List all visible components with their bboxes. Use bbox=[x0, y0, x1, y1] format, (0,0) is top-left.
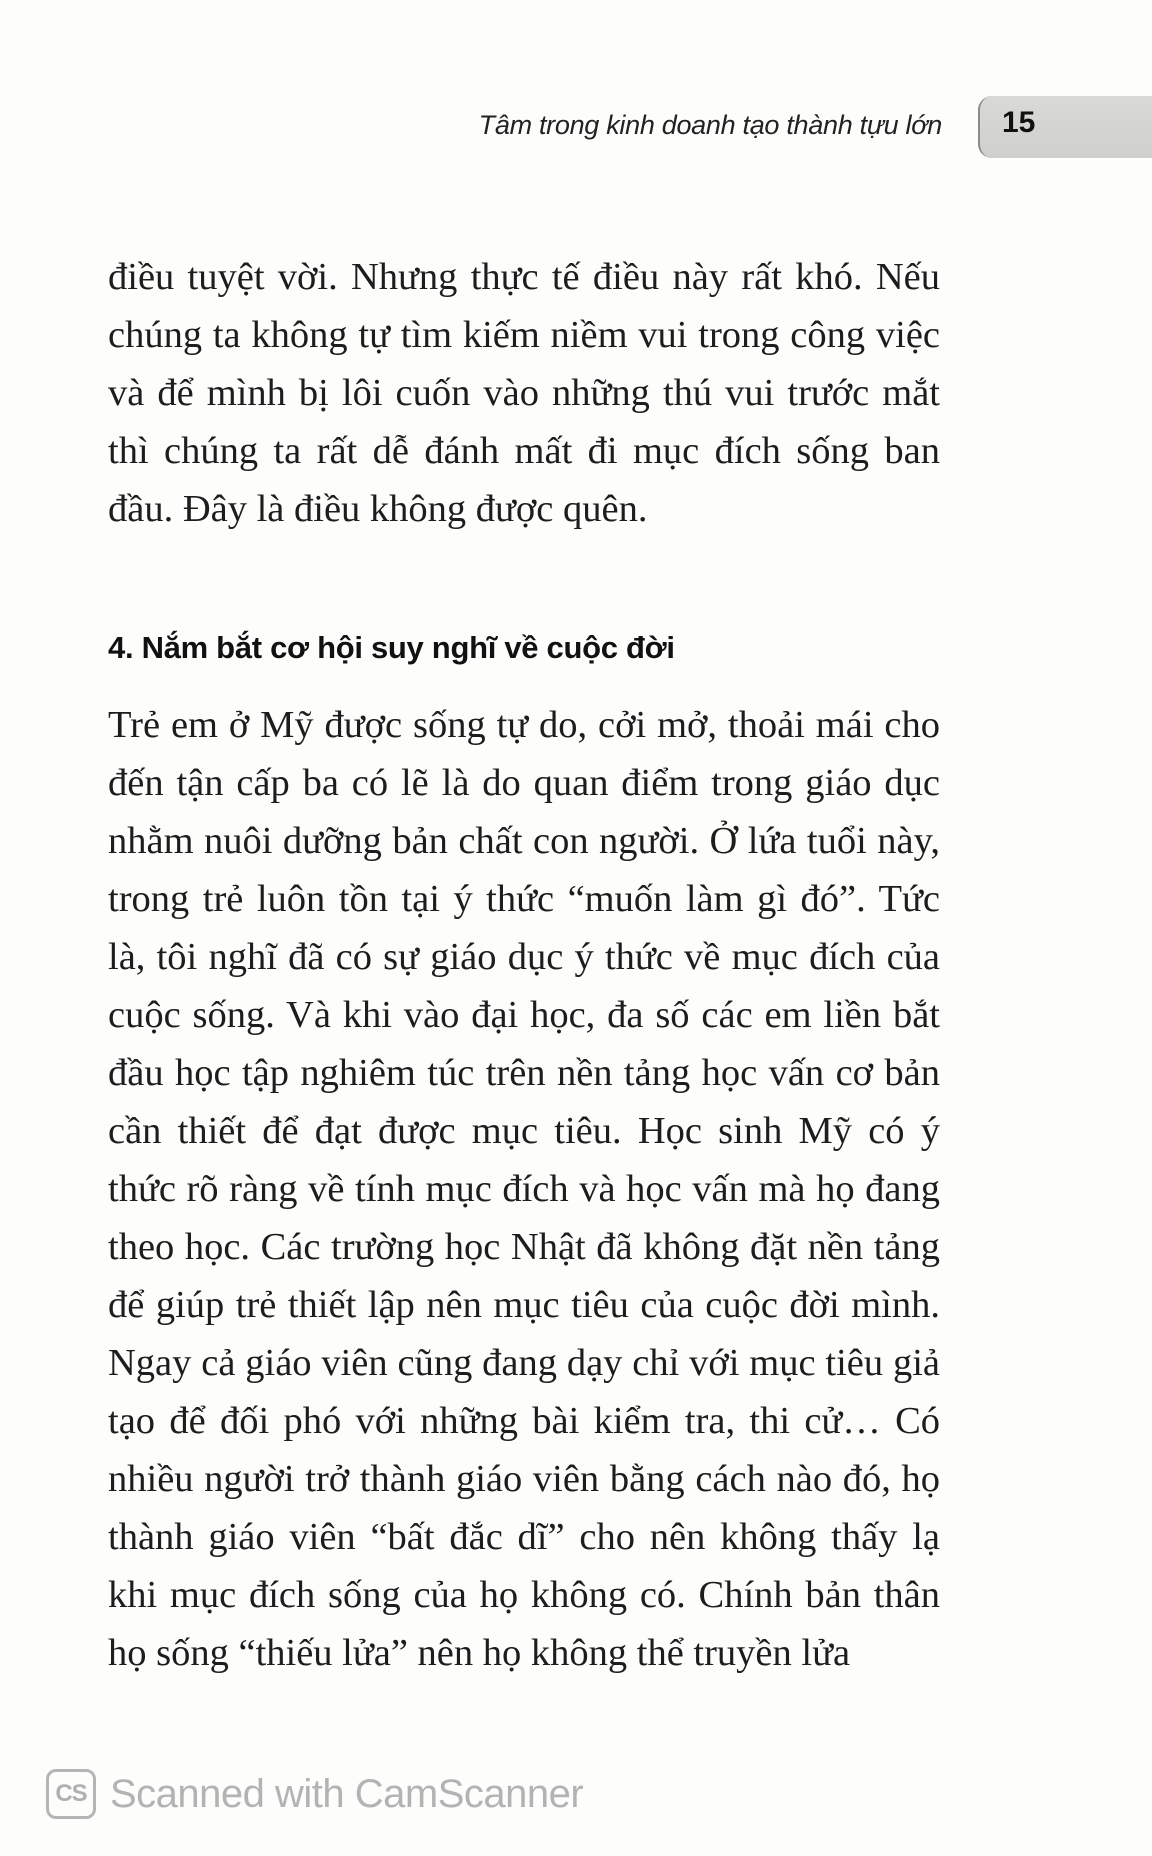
watermark-text: Scanned with CamScanner bbox=[110, 1771, 584, 1816]
camscanner-watermark bbox=[46, 1766, 583, 1822]
camscanner-logo-icon: CS bbox=[46, 1769, 96, 1819]
page-content bbox=[108, 248, 940, 1682]
section-heading: 4. Nắm bắt cơ hội suy nghĩ về cuộc đời bbox=[108, 630, 675, 665]
page-number-tab bbox=[978, 96, 1152, 158]
running-header: Tâm trong kinh doanh tạo thành tựu lớn bbox=[478, 110, 942, 140]
page-number: 15 bbox=[1002, 106, 1036, 139]
paragraph-2: Trẻ em ở Mỹ được sống tự do, cởi mở, thoải mái cho đến tận cấp ba có lẽ là do quan điểm trong giáo dục nhằm nuôi dưỡng bản chất con người. Ở lứa tuổi này, trong trẻ luôn tồn tại ý thức “muốn làm gì đó”. Tức là, tôi nghĩ đã có sự giáo dục ý thức về mục đích của cuộc sống. Và khi vào đại học, đa số các em liền bắt đầu học tập nghiêm túc trên nền tảng học vấn cơ bản cần thiết để đạt được mục tiêu. Học sinh Mỹ có ý thức rõ ràng về tính mục đích và học vấn mà họ đang theo học. Các trường học Nhật đã không đặt nền tảng để giúp trẻ thiết lập nên mục tiêu của cuộc đời mình. Ngay cả giáo viên cũng đang dạy chỉ với mục tiêu giả tạo để đối phó với những bài kiểm tra, thi cử… Có nhiều người trở thành giáo viên bằng cách nào đó, họ thành giáo viên “bất đắc dĩ” cho nên không thấy lạ khi mục đích sống của họ không có. Chính bản thân họ sống “thiếu lửa” nên họ không thể truyền lửa bbox=[108, 704, 940, 1674]
paragraph-1: điều tuyệt vời. Nhưng thực tế điều này rất khó. Nếu chúng ta không tự tìm kiếm niềm vui trong công việc và để mình bị lôi cuốn vào những thú vui trước mắt thì chúng ta rất dễ đánh mất đi mục đích sống ban đầu. Đây là điều không được quên. bbox=[108, 256, 940, 530]
